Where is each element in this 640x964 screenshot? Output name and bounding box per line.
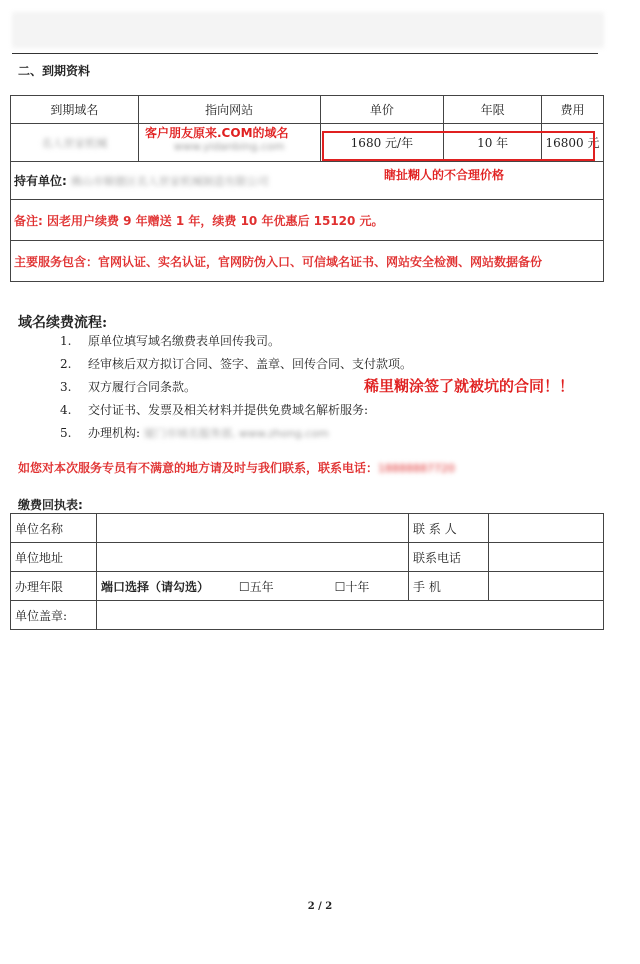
header-years: 年限	[444, 96, 542, 124]
checkbox-ten-years[interactable]: ☐十年	[334, 579, 370, 594]
cell-domain: 名人世家机械	[11, 124, 139, 162]
agency-value: 厦门市域名服务部, www.zhong.com	[143, 427, 329, 440]
cell-price: 1680 元/年	[320, 124, 444, 162]
annotation-price: 瞎扯糊人的不合理价格	[384, 168, 505, 182]
field-contact-phone[interactable]	[489, 543, 604, 572]
label-contact-phone: 联系电话	[409, 543, 489, 572]
expire-info-table	[10, 95, 604, 282]
holder-label: 持有单位:	[14, 174, 67, 188]
services-row	[11, 241, 604, 282]
field-unit-name[interactable]	[97, 514, 409, 543]
process-step: 4. 交付证书、发票及相关材料并提供免费域名解析服务:	[60, 403, 369, 417]
cell-site: www.yidanbing.com	[138, 124, 320, 162]
checkbox-five-years[interactable]: ☐五年	[238, 579, 274, 594]
field-mobile[interactable]	[489, 572, 604, 601]
contact-text: 如您对本次服务专员有不满意的地方请及时与我们联系，联系电话：	[18, 461, 379, 475]
label-mobile: 手 机	[409, 572, 489, 601]
annotation-site: 客户朋友原来.COM的域名	[145, 126, 289, 140]
page-number: 2 / 2	[307, 901, 333, 912]
holder-value: 佛山市顺德区名人世家机械制造有限公司	[70, 175, 269, 188]
header-domain: 到期域名	[11, 96, 139, 124]
process-step: 3. 双方履行合同条款。	[60, 380, 197, 394]
header-fee: 费用	[542, 96, 604, 124]
field-unit-address[interactable]	[97, 543, 409, 572]
process-list	[60, 330, 412, 445]
process-step: 5. 办理机构: 厦门市域名服务部, www.zhong.com	[60, 422, 412, 445]
process-step: 2. 经审核后双方拟订合同、签字、盖章、回传合同、支付款项。	[60, 357, 413, 371]
cell-years: 10 年	[444, 124, 542, 162]
label-term: 办理年限	[11, 572, 97, 601]
label-seal: 单位盖章:	[11, 601, 97, 630]
header-site: 指向网站	[138, 96, 320, 124]
cell-fee: 16800 元	[542, 124, 604, 162]
contact-line	[18, 459, 455, 476]
process-step: 1. 原单位填写域名缴费表单回传我司。	[60, 334, 281, 348]
price-highlight-box	[322, 131, 595, 161]
receipt-title: 缴费回执表:	[18, 498, 83, 512]
note-text: 备注: 因老用户续费 9 年赠送 1 年，续费 10 年优惠后 15120 元。	[14, 213, 384, 228]
contact-phone: 18888887720	[378, 462, 455, 475]
port-select-label: 端口选择（请勾选）	[101, 579, 210, 594]
process-title: 域名续费流程:	[18, 315, 108, 331]
note-row	[11, 200, 604, 241]
field-contact-person[interactable]	[489, 514, 604, 543]
blurred-header	[12, 12, 604, 48]
field-seal[interactable]	[97, 601, 604, 630]
term-options	[97, 572, 409, 601]
header-price: 单价	[320, 96, 444, 124]
services-text: 主要服务包含：官网认证、实名认证，官网防伪入口、可信域名证书、网站安全检测、网站数据备份	[14, 254, 543, 269]
header-divider	[12, 53, 598, 54]
label-unit-address: 单位地址	[11, 543, 97, 572]
section-title: 二、到期资料	[18, 64, 91, 78]
label-unit-name: 单位名称	[11, 514, 97, 543]
holder-row	[11, 162, 604, 200]
label-contact-person: 联 系 人	[409, 514, 489, 543]
annotation-contract: 稀里糊涂签了就被坑的合同！！	[364, 377, 575, 395]
receipt-table	[10, 513, 604, 630]
